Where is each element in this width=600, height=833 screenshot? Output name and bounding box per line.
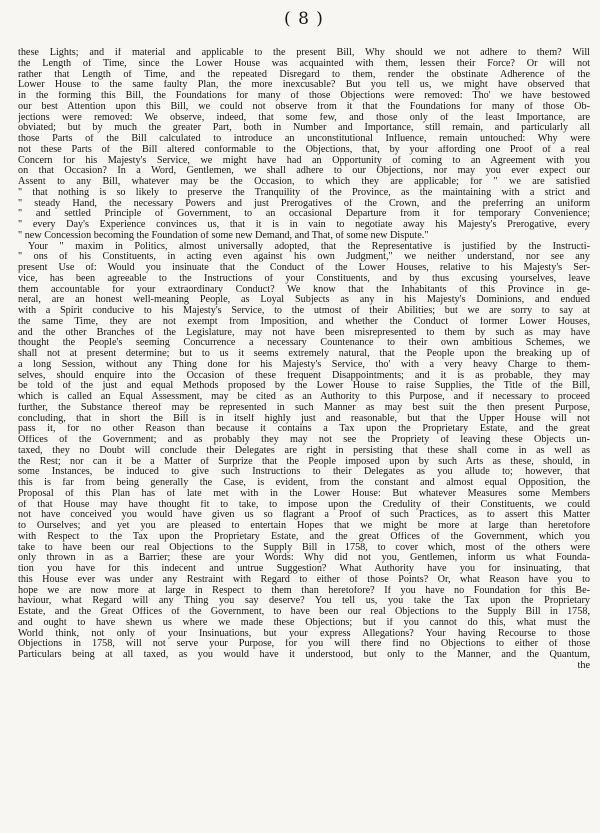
body-text xyxy=(18,48,590,672)
text-line: haviour, what Regard will any Thing you say deserve? You tell us, you take the Tax upon the Proprietary xyxy=(18,596,590,607)
text-line: in the forming this Bill, the Foundations for many of those Objections were removed: Tho' we have bestowed xyxy=(18,91,590,101)
text-line: them accountable for your extraordinary Conduct? We know that the Inhabitants of this Province in ge- xyxy=(18,284,590,295)
text-line: to Ourselves; and yet you are pleased to entertain Hopes that we might be more at large than heretofore xyxy=(18,521,590,531)
text-line: jections were removed: We observe, indeed, that some few, and those only of the least Importance, are xyxy=(18,112,590,123)
text-line: further, the Substance thereof may be represented in such Manner as may best suit the then present Purpose, xyxy=(18,402,590,413)
text-line: " ons of his Constituents, in acting even against his own Judgment," we neither understand, nor see any xyxy=(18,252,590,263)
text-line: hope we are now more at large in Respect to them than heretofore? If you have no Foundation for this Be- xyxy=(18,585,590,596)
text-line: pass it, for no other Reason than because it contains a Tax upon the Proprietary Estate, and the great xyxy=(18,424,590,435)
text-line: of that House may have thought fit to take, to impose upon the Credulity of their Constituents, we could xyxy=(18,499,590,510)
text-line: Your " maxim in Politics, almost universally adopted, that the Representative is justified by the Instructi- xyxy=(28,241,590,252)
text-line: Assent to any Bill, whatever may be the Occasion, to which they are applicable; for " we are satisfied xyxy=(18,177,590,187)
text-line: " and settled Principle of Government, to an occasional Departure from it for temporary Convenience; xyxy=(18,209,590,220)
text-line: obviated; but by much the greater Part, both in Number and Importance, still remain, and particularly all xyxy=(18,123,590,134)
text-line: " new Concession becoming the Foundation of some new Demand, and That, of some new Dispute." xyxy=(18,230,429,241)
text-line: be told of the just and equal Methods proposed by the Lower House to raise Supplies, the Title of the Bill, xyxy=(18,381,590,392)
text-line: not have conceived you would have given us so flagrant a Proof of such Practices, as to assert this Matter xyxy=(18,510,590,521)
text-line: this is far from being generally the Case, is evident, from the constant and almost equal Opposition, the xyxy=(18,478,590,488)
text-line: Offices of the Government; and as probably they may not see the Propriety of leaving these Objects un- xyxy=(18,435,590,445)
text-line: the Length of Time, since the Lower House was acquainted with them, lessen their Force? Or will not xyxy=(18,58,590,69)
text-line: with Respect to the Tax upon the Proprietary Estate, and the great Offices of the Government, which you xyxy=(18,531,590,542)
text-line: vice, has been agreeable to the Instructions of your Constituents, and by thus excusing yourselves, leave xyxy=(18,273,590,284)
text-line: shall not at present determine; but to us it seems extremely natural, that the People upon the breaking up of xyxy=(18,349,590,359)
text-line: Estate, and the Great Offices of the Government, to have been our real Objections to the Supply Bill in 1758, xyxy=(18,607,590,617)
text-line: on that Occasion? In a Word, Gentlemen, we shall adhere to our Objections, nor may you ever expect our xyxy=(18,166,590,177)
text-line: concluding, that in short the Bill is in itself highly just and reasonable, but that the Upper House will not xyxy=(18,413,590,424)
text-line: tion you have for this indecent and untrue Suggestion? What Authority have you for insinuating, that xyxy=(18,564,590,574)
text-line: taxed, they no Doubt will conclude their Delegates are right in persisting that these shall come in as well as xyxy=(18,445,590,456)
text-line: " steady Hand, the necessary Powers and just Prerogatives of the Crown, and the preferring an uniform xyxy=(18,198,590,209)
text-line: some Instances, be induced to give such Instructions to their Delegates as you allude to; however, that xyxy=(18,467,590,478)
page-number: ( 8 ) xyxy=(284,9,324,29)
text-line: the xyxy=(577,660,590,671)
text-line: neral, are an honest well-meaning People, as Loyal Subjects as any in his Majesty's Dominions, and endued xyxy=(18,295,590,306)
text-line: rather that Length of Time, and the repeated Disregard to them, render the obstinate Adherence of the xyxy=(18,69,590,80)
text-line: World think, not only of your Insinuations, but your express Allegations? Your having Recourse to those xyxy=(18,628,590,639)
text-line: Objections in 1758, will not serve your Purpose, for you will there find no Objections to either of those xyxy=(18,639,590,650)
text-line: our best Attention upon this Bill, we could not observe from it that the Foundations for many of those Ob- xyxy=(18,101,590,112)
text-line: Concern for his Majesty's Service, we might have had an Opportunity of coming to an Agreement with you xyxy=(18,155,590,166)
text-line: and the other Branches of the Legislature, may not have been misrepresented to them by such as may have xyxy=(18,327,590,338)
text-line: only thrown in as a Barrier; these are your Words: Why did not you, Gentlemen, inform us what Founda- xyxy=(18,553,590,564)
text-line: the Rest; nor can it be a Matter of Surprize that the People imposed upon by such Arts as these, should, in xyxy=(18,456,590,467)
text-line: take to have been our real Objections to the Supply Bill in 1758, to cover which, most of the others were xyxy=(18,542,590,553)
text-line: " that nothing is so likely to preserve the Tranquility of the Province, as the maintaining with a strict and xyxy=(18,187,590,198)
text-line: Particulars being at all taxed, as you would have it understood, but only to the Manner, and the Quantum, xyxy=(18,650,590,660)
text-line: a long Session, without any Thing done for his Majesty's Service, tho' with a very heavy Charge to them- xyxy=(18,359,590,370)
text-line: those Parts of the Bill calculated to introduce an unconstitutional Influence, remain untouched: Why were xyxy=(18,134,590,144)
text-line: and ought to have shewn us where we made these Objections; but if you cannot do this, what must the xyxy=(18,617,590,628)
text-line: selves, should enquire into the Occasion of these frequent Disappointments; and it is as probable, they may xyxy=(18,370,590,381)
text-line: not these Parts of the Bill altered conformable to the Objections, that, by your affording one Proof of a real xyxy=(18,144,590,155)
text-line: thought the People's seeming Concurrence a necessary Countenance to their own ambitious Schemes, we xyxy=(18,338,590,349)
text-line: the same Time, they are not exempt from Imposition, and whether the Conduct of former Lower Houses, xyxy=(18,316,590,327)
text-line: these Lights; and if material and applicable to the present Bill, Why should we not adhere to them? Will xyxy=(18,48,590,58)
text-line: this House ever was under any Restraint with Regard to either of those Points? Or, what Reason have you to xyxy=(18,574,590,585)
text-line: present Use of: Would you insinuate that the Conduct of the Lower Houses, relative to his Majesty's Ser- xyxy=(18,263,590,273)
text-line: Proposal of this Plan has of late met with in the Lower House: But whatever Measures some Members xyxy=(18,488,590,499)
text-line: with a Spirit conducive to his Majesty's Service, to the utmost of their Abilities; but we are sorry to say at xyxy=(18,306,590,316)
text-line: " every Day's Experience convinces us, that it is in vain to negotiate away his Majesty's Prerogative, every xyxy=(18,220,590,230)
text-line: which is called an Equal Assessment, may be cited as an Authority to this Purpose, and if necessary to proceed xyxy=(18,392,590,402)
text-line: Lower House to the same faulty Plan, the more inexcusable? But you tell us, we might have observed that xyxy=(18,80,590,91)
